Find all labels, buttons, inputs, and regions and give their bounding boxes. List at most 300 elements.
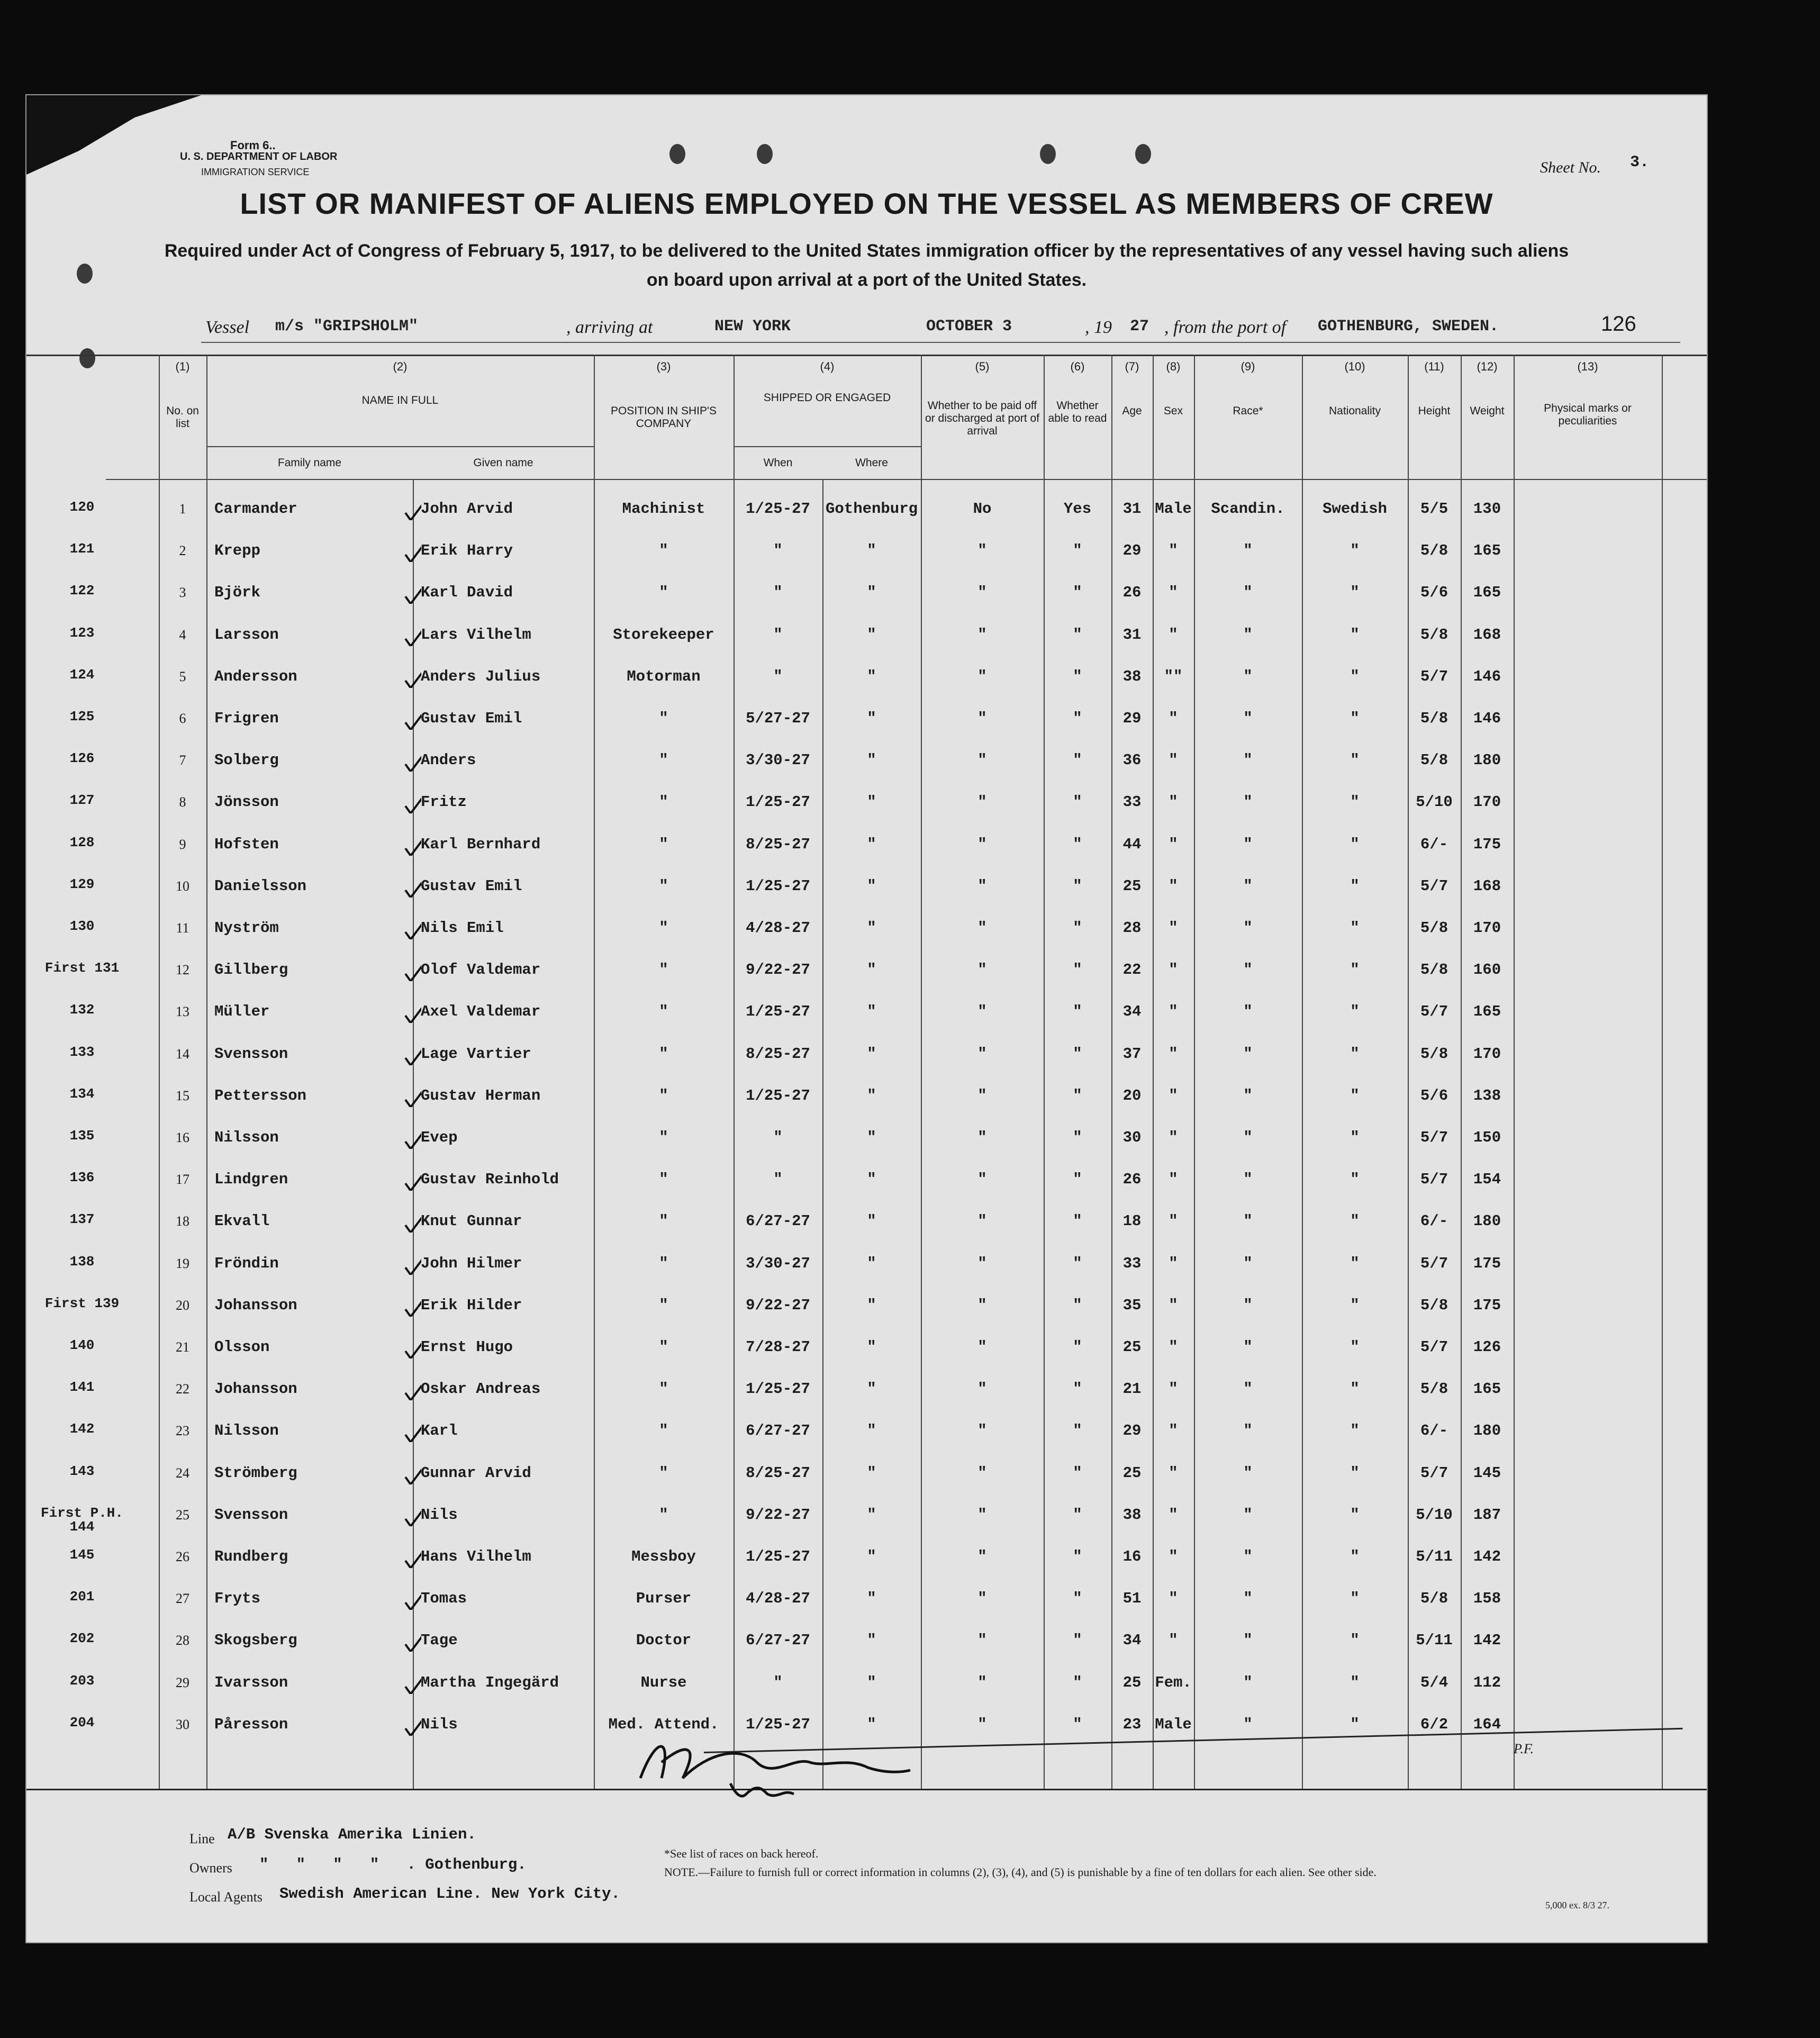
reference-number: 133 xyxy=(69,1044,95,1060)
able-to-read-cell: " xyxy=(1073,1338,1082,1356)
position-cell: " xyxy=(659,1338,668,1356)
age-cell: 30 xyxy=(1122,1129,1142,1146)
header-paid-off: Whether to be paid off or discharged at port of arrival xyxy=(925,400,1039,438)
nationality-cell: " xyxy=(1350,1380,1360,1398)
able-to-read-cell: " xyxy=(1073,1715,1082,1733)
list-number-cell: 18 xyxy=(176,1213,189,1229)
given-name-cell: Nils xyxy=(421,1715,458,1733)
reference-number: 134 xyxy=(69,1085,95,1102)
when-cell: " xyxy=(773,1673,783,1691)
checkmark-icon xyxy=(403,712,421,730)
list-number-cell: 30 xyxy=(176,1716,189,1732)
table-row xyxy=(26,1291,1707,1333)
age-cell: 44 xyxy=(1122,835,1142,853)
paid-off-cell: " xyxy=(977,1632,987,1650)
when-cell: " xyxy=(773,626,783,644)
height-cell: 5/7 xyxy=(1420,877,1448,895)
race-cell: " xyxy=(1243,793,1253,811)
reference-number: 204 xyxy=(69,1714,95,1731)
height-cell: 5/11 xyxy=(1416,1632,1453,1650)
able-to-read-cell: " xyxy=(1073,1673,1082,1691)
table-row xyxy=(26,872,1707,913)
where-cell: " xyxy=(867,1673,876,1691)
column-number: (7) xyxy=(1125,360,1139,373)
nationality-cell: " xyxy=(1350,793,1360,811)
able-to-read-cell: " xyxy=(1073,626,1082,644)
weight-cell: 175 xyxy=(1473,1296,1501,1314)
reference-number: 135 xyxy=(69,1128,95,1144)
family-name-cell: Gillberg xyxy=(214,961,288,979)
table-row xyxy=(26,537,1707,578)
where-cell: " xyxy=(867,751,876,769)
divider xyxy=(201,342,1680,343)
race-cell: " xyxy=(1243,710,1253,727)
header-age: Age xyxy=(1122,405,1142,417)
where-cell: " xyxy=(867,877,876,895)
paid-off-cell: " xyxy=(977,1212,987,1230)
family-name-cell: Johansson xyxy=(214,1296,297,1314)
nationality-cell: " xyxy=(1350,961,1360,979)
position-cell: Purser xyxy=(636,1590,692,1608)
when-cell: 7/28-27 xyxy=(746,1338,810,1356)
nationality-cell: " xyxy=(1350,1715,1360,1733)
paid-off-cell: " xyxy=(977,751,987,769)
position-cell: Doctor xyxy=(636,1632,692,1650)
paid-off-cell: " xyxy=(977,1045,987,1063)
where-cell: " xyxy=(867,1632,876,1650)
age-cell: 34 xyxy=(1122,1632,1142,1650)
list-number-cell: 16 xyxy=(176,1130,189,1145)
weight-cell: 180 xyxy=(1473,1212,1501,1230)
where-cell: " xyxy=(867,1506,876,1524)
height-cell: 5/7 xyxy=(1420,667,1448,685)
list-number-cell: 10 xyxy=(176,878,189,894)
reference-number: 145 xyxy=(69,1547,95,1563)
position-cell: " xyxy=(659,710,668,727)
punch-hole xyxy=(1135,144,1151,164)
when-cell: 6/27-27 xyxy=(746,1422,810,1440)
reference-number: 137 xyxy=(69,1211,95,1228)
position-cell: Storekeeper xyxy=(613,626,714,644)
sex-cell: " xyxy=(1169,1380,1178,1398)
weight-cell: 187 xyxy=(1473,1506,1501,1524)
where-cell: " xyxy=(867,835,876,853)
age-cell: 29 xyxy=(1122,710,1142,727)
subtitle-line-2: on board upon arrival at a port of the United States. xyxy=(646,270,1087,290)
position-cell: " xyxy=(659,542,668,560)
column-number: (11) xyxy=(1424,360,1444,373)
family-name-cell: Danielsson xyxy=(214,877,307,895)
age-cell: 36 xyxy=(1122,751,1142,769)
table-row xyxy=(26,1040,1707,1081)
when-cell: 1/25-27 xyxy=(746,1380,810,1398)
local-agents-label: Local Agents xyxy=(189,1889,262,1905)
nationality-cell: " xyxy=(1350,835,1360,853)
given-name-cell: Olof Valdemar xyxy=(421,961,541,979)
race-cell: " xyxy=(1243,1212,1253,1230)
when-cell: 1/25-27 xyxy=(746,500,810,518)
list-number-cell: 9 xyxy=(179,836,186,852)
where-cell: " xyxy=(867,1464,876,1482)
where-cell: " xyxy=(867,1548,876,1565)
when-cell: 4/28-27 xyxy=(746,1590,810,1608)
checkmark-icon xyxy=(403,1173,421,1191)
list-number-cell: 2 xyxy=(179,543,186,559)
height-cell: 6/2 xyxy=(1420,1715,1448,1733)
sex-cell: " xyxy=(1169,1086,1178,1104)
paid-off-cell: " xyxy=(977,1086,987,1104)
family-name-cell: Ivarsson xyxy=(214,1673,288,1691)
list-number-cell: 8 xyxy=(179,794,186,810)
when-cell: 5/27-27 xyxy=(746,710,810,727)
given-name-cell: Gustav Herman xyxy=(421,1086,541,1104)
given-name-cell: Nils Emil xyxy=(421,919,504,937)
list-number-cell: 15 xyxy=(176,1088,189,1103)
position-cell: " xyxy=(659,584,668,602)
column-number: (4) xyxy=(820,360,835,373)
table-row xyxy=(26,956,1707,997)
height-cell: 5/5 xyxy=(1420,500,1448,518)
list-number-cell: 20 xyxy=(176,1297,189,1313)
checkmark-icon xyxy=(403,586,421,604)
weight-cell: 164 xyxy=(1473,1715,1501,1733)
able-to-read-cell: " xyxy=(1073,751,1082,769)
when-cell: 9/22-27 xyxy=(746,1296,810,1314)
checkmark-icon xyxy=(403,795,421,813)
sex-cell: " xyxy=(1169,919,1178,937)
checkmark-icon xyxy=(403,1257,421,1275)
age-cell: 18 xyxy=(1122,1212,1142,1230)
torn-corner xyxy=(26,95,201,175)
weight-cell: 170 xyxy=(1473,919,1501,937)
table-row xyxy=(26,1082,1707,1123)
age-cell: 34 xyxy=(1122,1003,1142,1021)
position-cell: " xyxy=(659,1003,668,1021)
height-cell: 5/7 xyxy=(1420,1171,1448,1189)
height-cell: 5/10 xyxy=(1416,1506,1453,1524)
race-cell: " xyxy=(1243,919,1253,937)
when-cell: " xyxy=(773,667,783,685)
age-cell: 26 xyxy=(1122,584,1142,602)
family-name-cell: Frigren xyxy=(214,710,279,727)
weight-cell: 175 xyxy=(1473,1254,1501,1272)
race-cell: " xyxy=(1243,626,1253,644)
list-number-cell: 3 xyxy=(179,585,186,601)
checkmark-icon xyxy=(403,1424,421,1442)
position-cell: " xyxy=(659,919,668,937)
able-to-read-cell: " xyxy=(1073,835,1082,853)
able-to-read-cell: " xyxy=(1073,1422,1082,1440)
table-row xyxy=(26,1207,1707,1248)
paid-off-cell: " xyxy=(977,1254,987,1272)
given-name-cell: Ernst Hugo xyxy=(421,1338,513,1356)
table-row xyxy=(26,663,1707,704)
position-cell: " xyxy=(659,1254,668,1272)
table-row xyxy=(26,1375,1707,1416)
reference-number: 203 xyxy=(69,1672,95,1689)
sex-cell: " xyxy=(1169,1212,1178,1230)
height-cell: 5/7 xyxy=(1420,1003,1448,1021)
height-cell: 5/8 xyxy=(1420,961,1448,979)
table-row xyxy=(26,704,1707,746)
given-name-cell: John Hilmer xyxy=(421,1254,522,1272)
reference-number: 128 xyxy=(69,834,95,850)
column-number: (1) xyxy=(175,360,190,373)
when-cell: 1/25-27 xyxy=(746,1715,810,1733)
reference-number: First 131 xyxy=(44,960,120,976)
position-cell: Messboy xyxy=(631,1548,696,1565)
height-cell: 5/8 xyxy=(1420,1045,1448,1063)
weight-cell: 180 xyxy=(1473,1422,1501,1440)
where-cell: " xyxy=(867,1003,876,1021)
table-row xyxy=(26,998,1707,1039)
position-cell: " xyxy=(659,961,668,979)
given-name-cell: Anders xyxy=(421,751,476,769)
able-to-read-cell: " xyxy=(1073,1464,1082,1482)
able-to-read-cell: " xyxy=(1073,584,1082,602)
reference-number: 126 xyxy=(69,750,95,767)
reference-number: 121 xyxy=(69,541,95,557)
table-row xyxy=(26,1543,1707,1584)
given-name-cell: Nils xyxy=(421,1506,458,1524)
reference-number: 125 xyxy=(69,709,95,724)
nationality-cell: " xyxy=(1350,1632,1360,1650)
list-number-cell: 13 xyxy=(176,1004,189,1020)
list-number-cell: 23 xyxy=(176,1423,189,1439)
able-to-read-cell: " xyxy=(1073,877,1082,895)
race-cell: " xyxy=(1243,584,1253,602)
when-cell: " xyxy=(773,584,783,602)
sheet-no-label: Sheet No. xyxy=(1540,159,1601,176)
given-name-cell: Evep xyxy=(421,1129,458,1146)
family-name-cell: Andersson xyxy=(214,667,297,685)
reference-number: 130 xyxy=(69,918,95,934)
able-to-read-cell: " xyxy=(1073,793,1082,811)
where-cell: " xyxy=(867,1715,876,1733)
divider xyxy=(734,446,921,447)
age-cell: 51 xyxy=(1122,1590,1142,1608)
height-cell: 5/7 xyxy=(1420,1464,1448,1482)
family-name-cell: Nyström xyxy=(214,919,279,937)
race-cell: " xyxy=(1243,1548,1253,1565)
family-name-cell: Larsson xyxy=(214,626,279,644)
table-row xyxy=(26,1626,1707,1668)
sex-cell: " xyxy=(1169,1632,1178,1650)
when-cell: " xyxy=(773,1129,783,1146)
able-to-read-cell: " xyxy=(1073,667,1082,685)
able-to-read-cell: " xyxy=(1073,961,1082,979)
list-number-cell: 6 xyxy=(179,711,186,726)
inspector-signature xyxy=(624,1715,921,1805)
when-cell: 4/28-27 xyxy=(746,919,810,937)
header-when: When xyxy=(763,457,793,469)
sex-cell: " xyxy=(1169,877,1178,895)
given-name-cell: Axel Valdemar xyxy=(421,1003,541,1021)
weight-cell: 142 xyxy=(1473,1632,1501,1650)
nationality-cell: " xyxy=(1350,1171,1360,1189)
sex-cell: " xyxy=(1169,1003,1178,1021)
height-cell: 5/8 xyxy=(1420,751,1448,769)
nationality-cell: " xyxy=(1350,584,1360,602)
family-name-cell: Svensson xyxy=(214,1045,288,1063)
race-cell: " xyxy=(1243,961,1253,979)
header-nationality: Nationality xyxy=(1328,405,1381,417)
page-number: 126 xyxy=(1601,312,1636,336)
able-to-read-cell: " xyxy=(1073,1548,1082,1565)
table-row xyxy=(26,578,1707,620)
table-row xyxy=(26,1333,1707,1374)
family-name-cell: Påresson xyxy=(214,1715,288,1733)
weight-cell: 154 xyxy=(1473,1171,1501,1189)
sheet-no-value: 3. xyxy=(1630,153,1650,171)
list-number-cell: 26 xyxy=(176,1549,189,1564)
arrival-date: OCTOBER 3 xyxy=(926,318,1012,336)
list-number-cell: 21 xyxy=(176,1339,189,1355)
where-cell: Gothenburg xyxy=(825,500,918,518)
weight-cell: 138 xyxy=(1473,1086,1501,1104)
sex-cell: " xyxy=(1169,1338,1178,1356)
nationality-cell: " xyxy=(1350,667,1360,685)
family-name-cell: Carmander xyxy=(214,500,297,518)
table-row xyxy=(26,1165,1707,1207)
age-cell: 20 xyxy=(1122,1086,1142,1104)
position-cell: " xyxy=(659,1464,668,1482)
paid-off-cell: No xyxy=(973,500,992,518)
column-number: (13) xyxy=(1577,360,1598,373)
print-code: 5,000 ex. 8/3 27. xyxy=(1545,1900,1609,1910)
punch-hole xyxy=(1040,144,1056,164)
race-cell: " xyxy=(1243,667,1253,685)
height-cell: 6/- xyxy=(1420,835,1448,853)
given-name-cell: Erik Harry xyxy=(421,542,513,560)
list-number-cell: 24 xyxy=(176,1465,189,1481)
position-cell: " xyxy=(659,1506,668,1524)
column-number: (12) xyxy=(1477,360,1498,373)
given-name-cell: Karl Bernhard xyxy=(421,835,541,853)
header-able-to-read: Whether able to read xyxy=(1048,400,1107,425)
sex-cell: " xyxy=(1169,1171,1178,1189)
when-cell: 6/27-27 xyxy=(746,1212,810,1230)
given-name-cell: Gustav Emil xyxy=(421,877,522,895)
vessel-label: Vessel xyxy=(205,318,250,337)
age-cell: 33 xyxy=(1122,793,1142,811)
list-number-cell: 5 xyxy=(179,668,186,684)
able-to-read-cell: " xyxy=(1073,710,1082,727)
reference-number: 136 xyxy=(69,1170,95,1186)
age-cell: 26 xyxy=(1122,1171,1142,1189)
able-to-read-cell: " xyxy=(1073,1590,1082,1608)
reference-number: First P.H. 144 xyxy=(40,1505,124,1535)
age-cell: 25 xyxy=(1122,1464,1142,1482)
subtitle-line-1: Required under Act of Congress of February 5, 1917, to be delivered to the United States immigration officer by the representatives of any vessel having such aliens xyxy=(164,241,1569,261)
given-name-cell: Gustav Reinhold xyxy=(421,1171,559,1189)
where-cell: " xyxy=(867,1171,876,1189)
weight-cell: 175 xyxy=(1473,835,1501,853)
list-number-cell: 14 xyxy=(176,1046,189,1062)
where-cell: " xyxy=(867,1338,876,1356)
height-cell: 5/11 xyxy=(1416,1548,1453,1565)
family-name-cell: Strömberg xyxy=(214,1464,297,1482)
when-cell: 8/25-27 xyxy=(746,1045,810,1063)
position-cell: " xyxy=(659,1129,668,1146)
nationality-cell: " xyxy=(1350,1338,1360,1356)
position-cell: " xyxy=(659,1422,668,1440)
line-label: Line xyxy=(189,1831,215,1846)
race-cell: " xyxy=(1243,1086,1253,1104)
paid-off-cell: " xyxy=(977,1548,987,1565)
paid-off-cell: " xyxy=(977,1338,987,1356)
given-name-cell: Anders Julius xyxy=(421,667,541,685)
where-cell: " xyxy=(867,1045,876,1063)
where-cell: " xyxy=(867,1254,876,1272)
position-cell: Motorman xyxy=(627,667,701,685)
position-cell: " xyxy=(659,751,668,769)
position-cell: Machinist xyxy=(622,500,705,518)
weight-cell: 130 xyxy=(1473,500,1501,518)
nationality-cell: " xyxy=(1350,542,1360,560)
able-to-read-cell: " xyxy=(1073,1212,1082,1230)
position-cell: " xyxy=(659,835,668,853)
owners-label: Owners xyxy=(189,1860,232,1876)
given-name-cell: Hans Vilhelm xyxy=(421,1548,531,1565)
reference-number: 202 xyxy=(69,1631,95,1647)
nationality-cell: Swedish xyxy=(1323,500,1387,518)
nationality-cell: " xyxy=(1350,1548,1360,1565)
where-cell: " xyxy=(867,1086,876,1104)
family-name-cell: Hofsten xyxy=(214,835,279,853)
reference-number: 140 xyxy=(69,1337,95,1353)
age-cell: 25 xyxy=(1122,1338,1142,1356)
given-name-cell: Gustav Emil xyxy=(421,710,522,727)
table-row xyxy=(26,1417,1707,1458)
given-name-cell: Fritz xyxy=(421,793,467,811)
table-row xyxy=(26,1669,1707,1710)
race-cell: " xyxy=(1243,1380,1253,1398)
initials: P.F. xyxy=(1514,1741,1534,1756)
paid-off-cell: " xyxy=(977,667,987,685)
when-cell: 1/25-27 xyxy=(746,1003,810,1021)
able-to-read-cell: " xyxy=(1073,1129,1082,1146)
weight-cell: 158 xyxy=(1473,1590,1501,1608)
reference-number: 141 xyxy=(69,1379,95,1396)
local-agents-value: Swedish American Line. New York City. xyxy=(279,1885,620,1903)
column-number: (5) xyxy=(975,360,990,373)
age-cell: 25 xyxy=(1122,1673,1142,1691)
reference-number: 132 xyxy=(69,1002,95,1018)
checkmark-icon xyxy=(403,502,421,520)
table-row xyxy=(26,1584,1707,1626)
service-label: IMMIGRATION SERVICE xyxy=(201,167,310,177)
race-cell: " xyxy=(1243,877,1253,895)
checkmark-icon xyxy=(403,1299,421,1317)
checkmark-icon xyxy=(403,921,421,939)
age-cell: 31 xyxy=(1122,500,1142,518)
weight-cell: 165 xyxy=(1473,1003,1501,1021)
checkmark-icon xyxy=(403,1550,421,1568)
given-name-cell: Oskar Andreas xyxy=(421,1380,541,1398)
age-cell: 29 xyxy=(1122,542,1142,560)
header-where: Where xyxy=(855,457,888,469)
header-weight: Weight xyxy=(1470,405,1505,417)
divider xyxy=(106,479,1707,480)
paid-off-cell: " xyxy=(977,1422,987,1440)
where-cell: " xyxy=(867,919,876,937)
nationality-cell: " xyxy=(1350,1673,1360,1691)
when-cell: 3/30-27 xyxy=(746,751,810,769)
paid-off-cell: " xyxy=(977,584,987,602)
family-name-cell: Krepp xyxy=(214,542,261,560)
paid-off-cell: " xyxy=(977,919,987,937)
